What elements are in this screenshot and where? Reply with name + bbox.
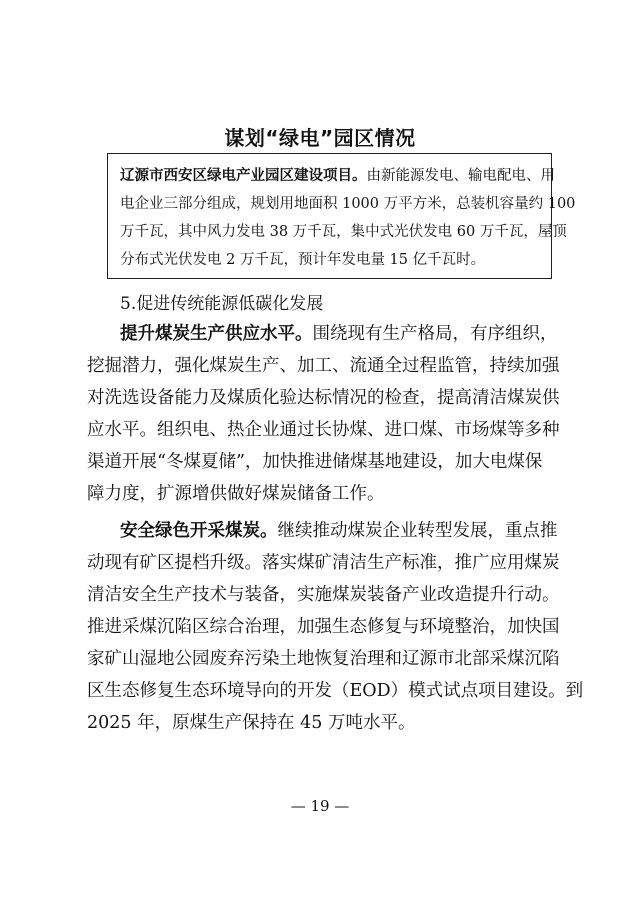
para1-line: 应水平。组织电、热企业通过长协煤、进口煤、市场煤等多种	[87, 420, 560, 440]
para1-text: 围绕现有生产格局，有序组织，	[312, 324, 558, 344]
para2-line: 动现有矿区提档升级。落实煤矿清洁生产标准，推广应用煤炭	[87, 553, 560, 573]
para2-line: 推进采煤沉陷区综合治理，加强生态修复与环境整治，加快国	[87, 617, 560, 637]
para2-line: 2025 年，原煤生产保持在 45 万吨水平。	[87, 713, 416, 733]
box-line-text: 由新能源发电、输电配电、用	[366, 168, 555, 184]
para2-line: 家矿山湿地公园废弃污染土地恢复治理和辽源市北部采煤沉陷	[87, 649, 560, 669]
para1-line	[120, 320, 558, 345]
para1-line: 渠道开展“冬煤夏储”，加快推进储煤基地建设，加大电煤保	[87, 452, 543, 472]
para2-text: 继续推动煤炭企业转型发展，重点推	[277, 521, 558, 541]
para2-line: 清洁安全生产技术与装备，实施煤炭装备产业改造提升行动。	[87, 585, 560, 605]
box-line	[120, 164, 555, 185]
para2-lead: 安全绿色开采煤炭。	[120, 521, 278, 541]
box-line: 电企业三部分组成，规划用地面积 1000 万平方米，总装机容量约 100	[120, 196, 576, 212]
para1-line: 对洗选设备能力及煤质化验达标情况的检查，提高清洁煤炭供	[87, 388, 560, 408]
para2-line: 区生态修复生态环境导向的开发（EOD）模式试点项目建设。到	[87, 681, 584, 701]
box-lead: 辽源市西安区绿电产业园区建设项目。	[120, 168, 367, 184]
box-line: 万千瓦，其中风力发电 38 万千瓦，集中式光伏发电 60 万千瓦，屋顶	[120, 224, 567, 240]
para2-line	[120, 517, 558, 542]
page-number: — 19 —	[290, 797, 350, 815]
para1-line: 挖掘潜力，强化煤炭生产、加工、流通全过程监管，持续加强	[87, 356, 560, 376]
para1-lead: 提升煤炭生产供应水平。	[120, 324, 313, 344]
para1-line: 障力度，扩源增供做好煤炭储备工作。	[87, 484, 385, 504]
box-title: 谋划“绿电”园区情况	[224, 126, 416, 150]
project-info-box	[107, 153, 576, 279]
box-line: 分布式光伏发电 2 万千瓦，预计年发电量 15 亿千瓦时。	[120, 252, 486, 268]
section-heading: 5.促进传统能源低碳化发展	[120, 294, 324, 314]
